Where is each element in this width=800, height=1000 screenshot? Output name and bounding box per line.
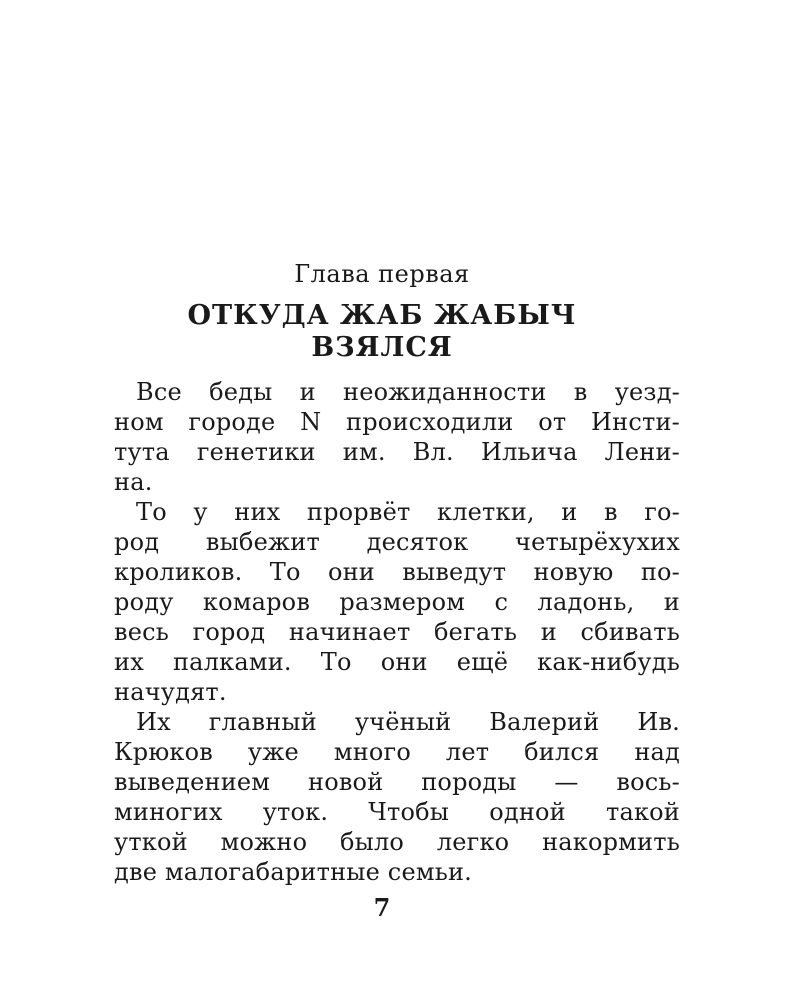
text-line: То у них прорвёт клетки, и в го- bbox=[136, 498, 680, 526]
text-line: Крюков уже много лет бился над bbox=[114, 738, 680, 766]
paragraph bbox=[114, 707, 680, 887]
text-line: весь город начинает бегать и сбивать bbox=[114, 618, 680, 646]
text-line: роду комаров размером с ладонь, и bbox=[114, 588, 680, 616]
text-line: две малогабаритные семьи. bbox=[114, 858, 473, 886]
text-line: Их главный учёный Валерий Ив. bbox=[136, 708, 680, 736]
text-line: выведением новой породы — вось- bbox=[114, 768, 680, 796]
text-line: род выбежит десяток четырёхухих bbox=[114, 528, 680, 556]
body-text bbox=[114, 377, 680, 887]
text-line: на. bbox=[114, 468, 153, 496]
text-line: Все беды и неожиданности в уезд- bbox=[136, 378, 680, 406]
text-line: тута генетики им. Вл. Ильича Лени- bbox=[114, 438, 680, 466]
page-number: 7 bbox=[373, 893, 391, 922]
paragraph bbox=[114, 377, 680, 497]
text-line: уткой можно было легко накормить bbox=[114, 828, 680, 856]
text-line: миногих уток. Чтобы одной такой bbox=[114, 798, 680, 826]
chapter-title bbox=[0, 300, 764, 364]
text-line: кроликов. То они выведут новую по- bbox=[114, 558, 680, 586]
chapter-title-line: ОТКУДА ЖАБ ЖАБЫЧ bbox=[187, 300, 577, 331]
text-line: ном городе N происходили от Инсти- bbox=[114, 408, 680, 436]
text-line: их палками. То они ещё как-нибудь bbox=[114, 648, 680, 676]
chapter-title-line: ВЗЯЛСЯ bbox=[311, 332, 453, 363]
paragraph bbox=[114, 497, 680, 707]
chapter-label: Глава первая bbox=[294, 260, 470, 288]
text-line: начудят. bbox=[114, 678, 227, 706]
